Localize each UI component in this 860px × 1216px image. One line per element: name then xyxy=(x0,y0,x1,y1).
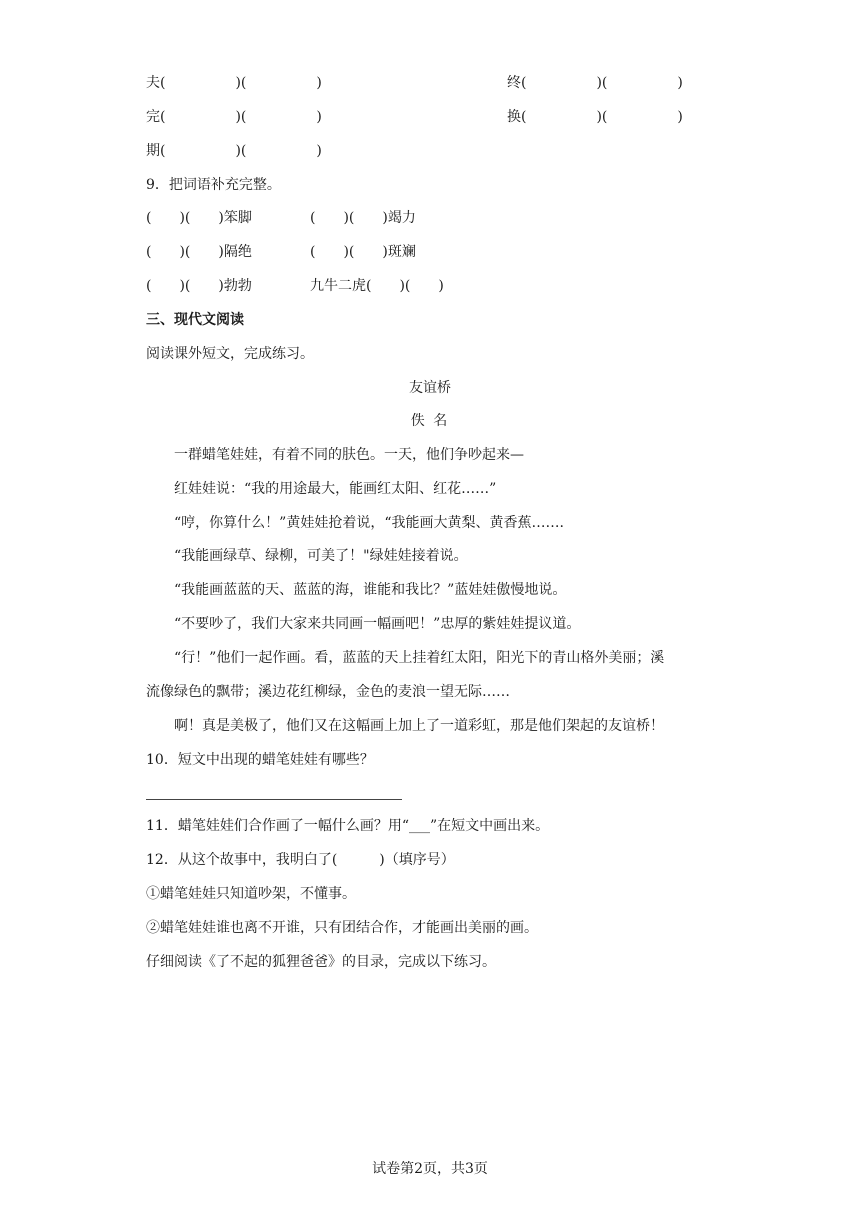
q12-stem: 12．从这个故事中，我明白了( )（填序号） xyxy=(146,852,455,868)
section-instruction: 阅读课外短文，完成练习。 xyxy=(146,346,314,362)
q9-item-1: ( )( )笨脚 xyxy=(146,210,252,226)
q12-option-2: ②蜡笔娃娃谁也离不开谁，只有团结合作，才能画出美丽的画。 xyxy=(146,920,538,936)
q12-option-1: ①蜡笔娃娃只知道吵架，不懂事。 xyxy=(146,886,356,902)
page-footer: 试卷第2页，共3页 xyxy=(372,1161,488,1177)
q9-item-3: ( )( )隔绝 xyxy=(146,244,252,260)
q9-title: 9．把词语补充完整。 xyxy=(146,177,281,193)
q10-answer-line[interactable] xyxy=(146,799,402,800)
q8-row-wan: 完( )( ) xyxy=(146,109,322,125)
story-line: 流像绿色的飘带；溪边花红柳绿，金色的麦浪一望无际…… xyxy=(146,684,510,700)
story-line: 一群蜡笔娃娃，有着不同的肤色。一天，他们争吵起来— xyxy=(174,447,524,463)
q8-row-qi: 期( )( ) xyxy=(146,143,322,159)
story-line: 啊！真是美极了，他们又在这幅画上加上了一道彩虹，那是他们架起的友谊桥！ xyxy=(174,718,664,734)
story-title: 友谊桥 xyxy=(409,380,451,396)
q11-stem: 11．蜡笔娃娃们合作画了一幅什么画？用“___”在短文中画出来。 xyxy=(146,818,550,834)
story-author: 佚 名 xyxy=(410,413,450,429)
story-line: “不要吵了，我们大家来共同画一幅画吧！”忠厚的紫娃娃提议道。 xyxy=(174,616,581,632)
q9-item-6: 九牛二虎( )( ) xyxy=(310,278,444,294)
q10-stem: 10．短文中出现的蜡笔娃娃有哪些？ xyxy=(146,752,374,768)
section-heading: 三、现代文阅读 xyxy=(146,312,244,328)
story-line: “我能画绿草、绿柳，可美了！"绿娃娃接着说。 xyxy=(174,548,468,564)
q9-item-5: ( )( )勃勃 xyxy=(146,278,252,294)
q8-row-fu: 夫( )( ) xyxy=(146,75,322,91)
story-line: “我能画蓝蓝的天、蓝蓝的海，谁能和我比？”蓝娃娃傲慢地说。 xyxy=(174,582,567,598)
q9-item-2: ( )( )竭力 xyxy=(310,210,416,226)
story-line: 红娃娃说：“我的用途最大，能画红太阳、红花……” xyxy=(174,481,497,497)
q8-row-huan: 换( )( ) xyxy=(507,109,683,125)
story-line: “哼，你算什么！”黄娃娃抢着说，“我能画大黄梨、黄香蕉……. xyxy=(174,515,564,531)
story-line: “行！”他们一起作画。看，蓝蓝的天上挂着红太阳，阳光下的青山格外美丽；溪 xyxy=(174,650,665,666)
next-instruction: 仔细阅读《了不起的狐狸爸爸》的目录，完成以下练习。 xyxy=(146,954,496,970)
q9-item-4: ( )( )斑斓 xyxy=(310,244,416,260)
q8-row-zhong: 终( )( ) xyxy=(507,75,683,91)
